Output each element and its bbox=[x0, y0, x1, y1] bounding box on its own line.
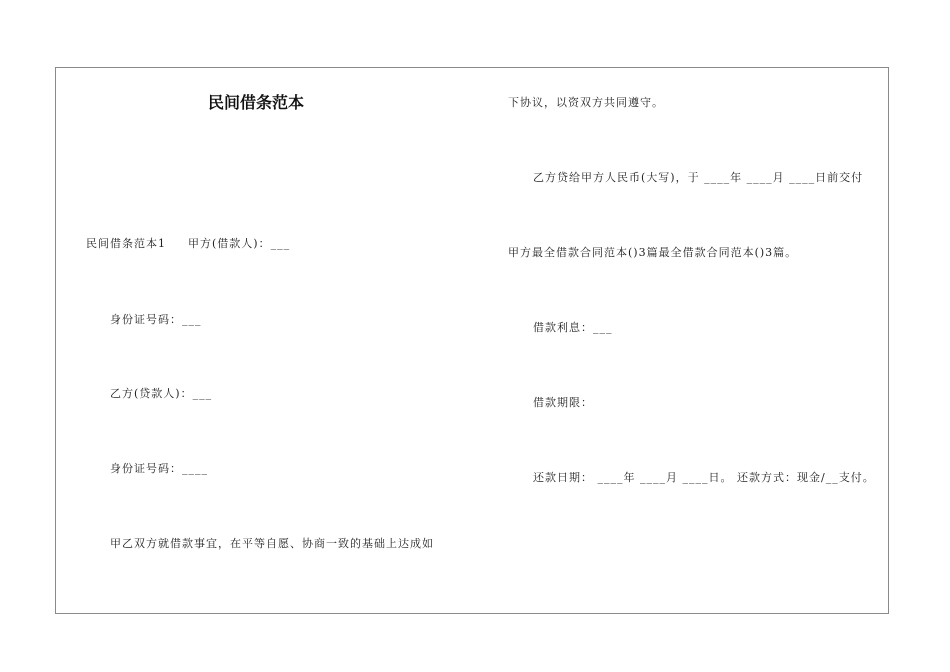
document-page bbox=[55, 67, 889, 614]
party-a-id-line: 身份证号码：___ bbox=[110, 313, 202, 326]
party-b-line: 乙方(贷款人)：___ bbox=[110, 387, 213, 400]
interest-line: 借款利息：___ bbox=[533, 321, 613, 334]
agreement-cont-line: 下协议，以资双方共同遵守。 bbox=[508, 96, 664, 109]
term-line: 借款期限： bbox=[533, 396, 593, 409]
contract-line: 甲方最全借款合同范本()3篇最全借款合同范本()3篇。 bbox=[508, 246, 798, 259]
party-a-line: 甲方(借款人)：___ bbox=[188, 237, 291, 250]
document-title: 民间借条范本 bbox=[208, 93, 305, 112]
repayment-line: 还款日期： ____年 ____月 ____日。 还款方式：现金/__支付。 bbox=[533, 471, 875, 484]
party-b-id-line: 身份证号码：____ bbox=[110, 462, 208, 475]
intro-line bbox=[86, 235, 290, 251]
agreement-start-line: 甲乙双方就借款事宜，在平等自愿、协商一致的基础上达成如 bbox=[110, 537, 434, 550]
intro-label: 民间借条范本1 bbox=[86, 237, 166, 250]
loan-clause-line: 乙方贷给甲方人民币(大写)，于 ____年 ____月 ____日前交付 bbox=[533, 171, 864, 184]
